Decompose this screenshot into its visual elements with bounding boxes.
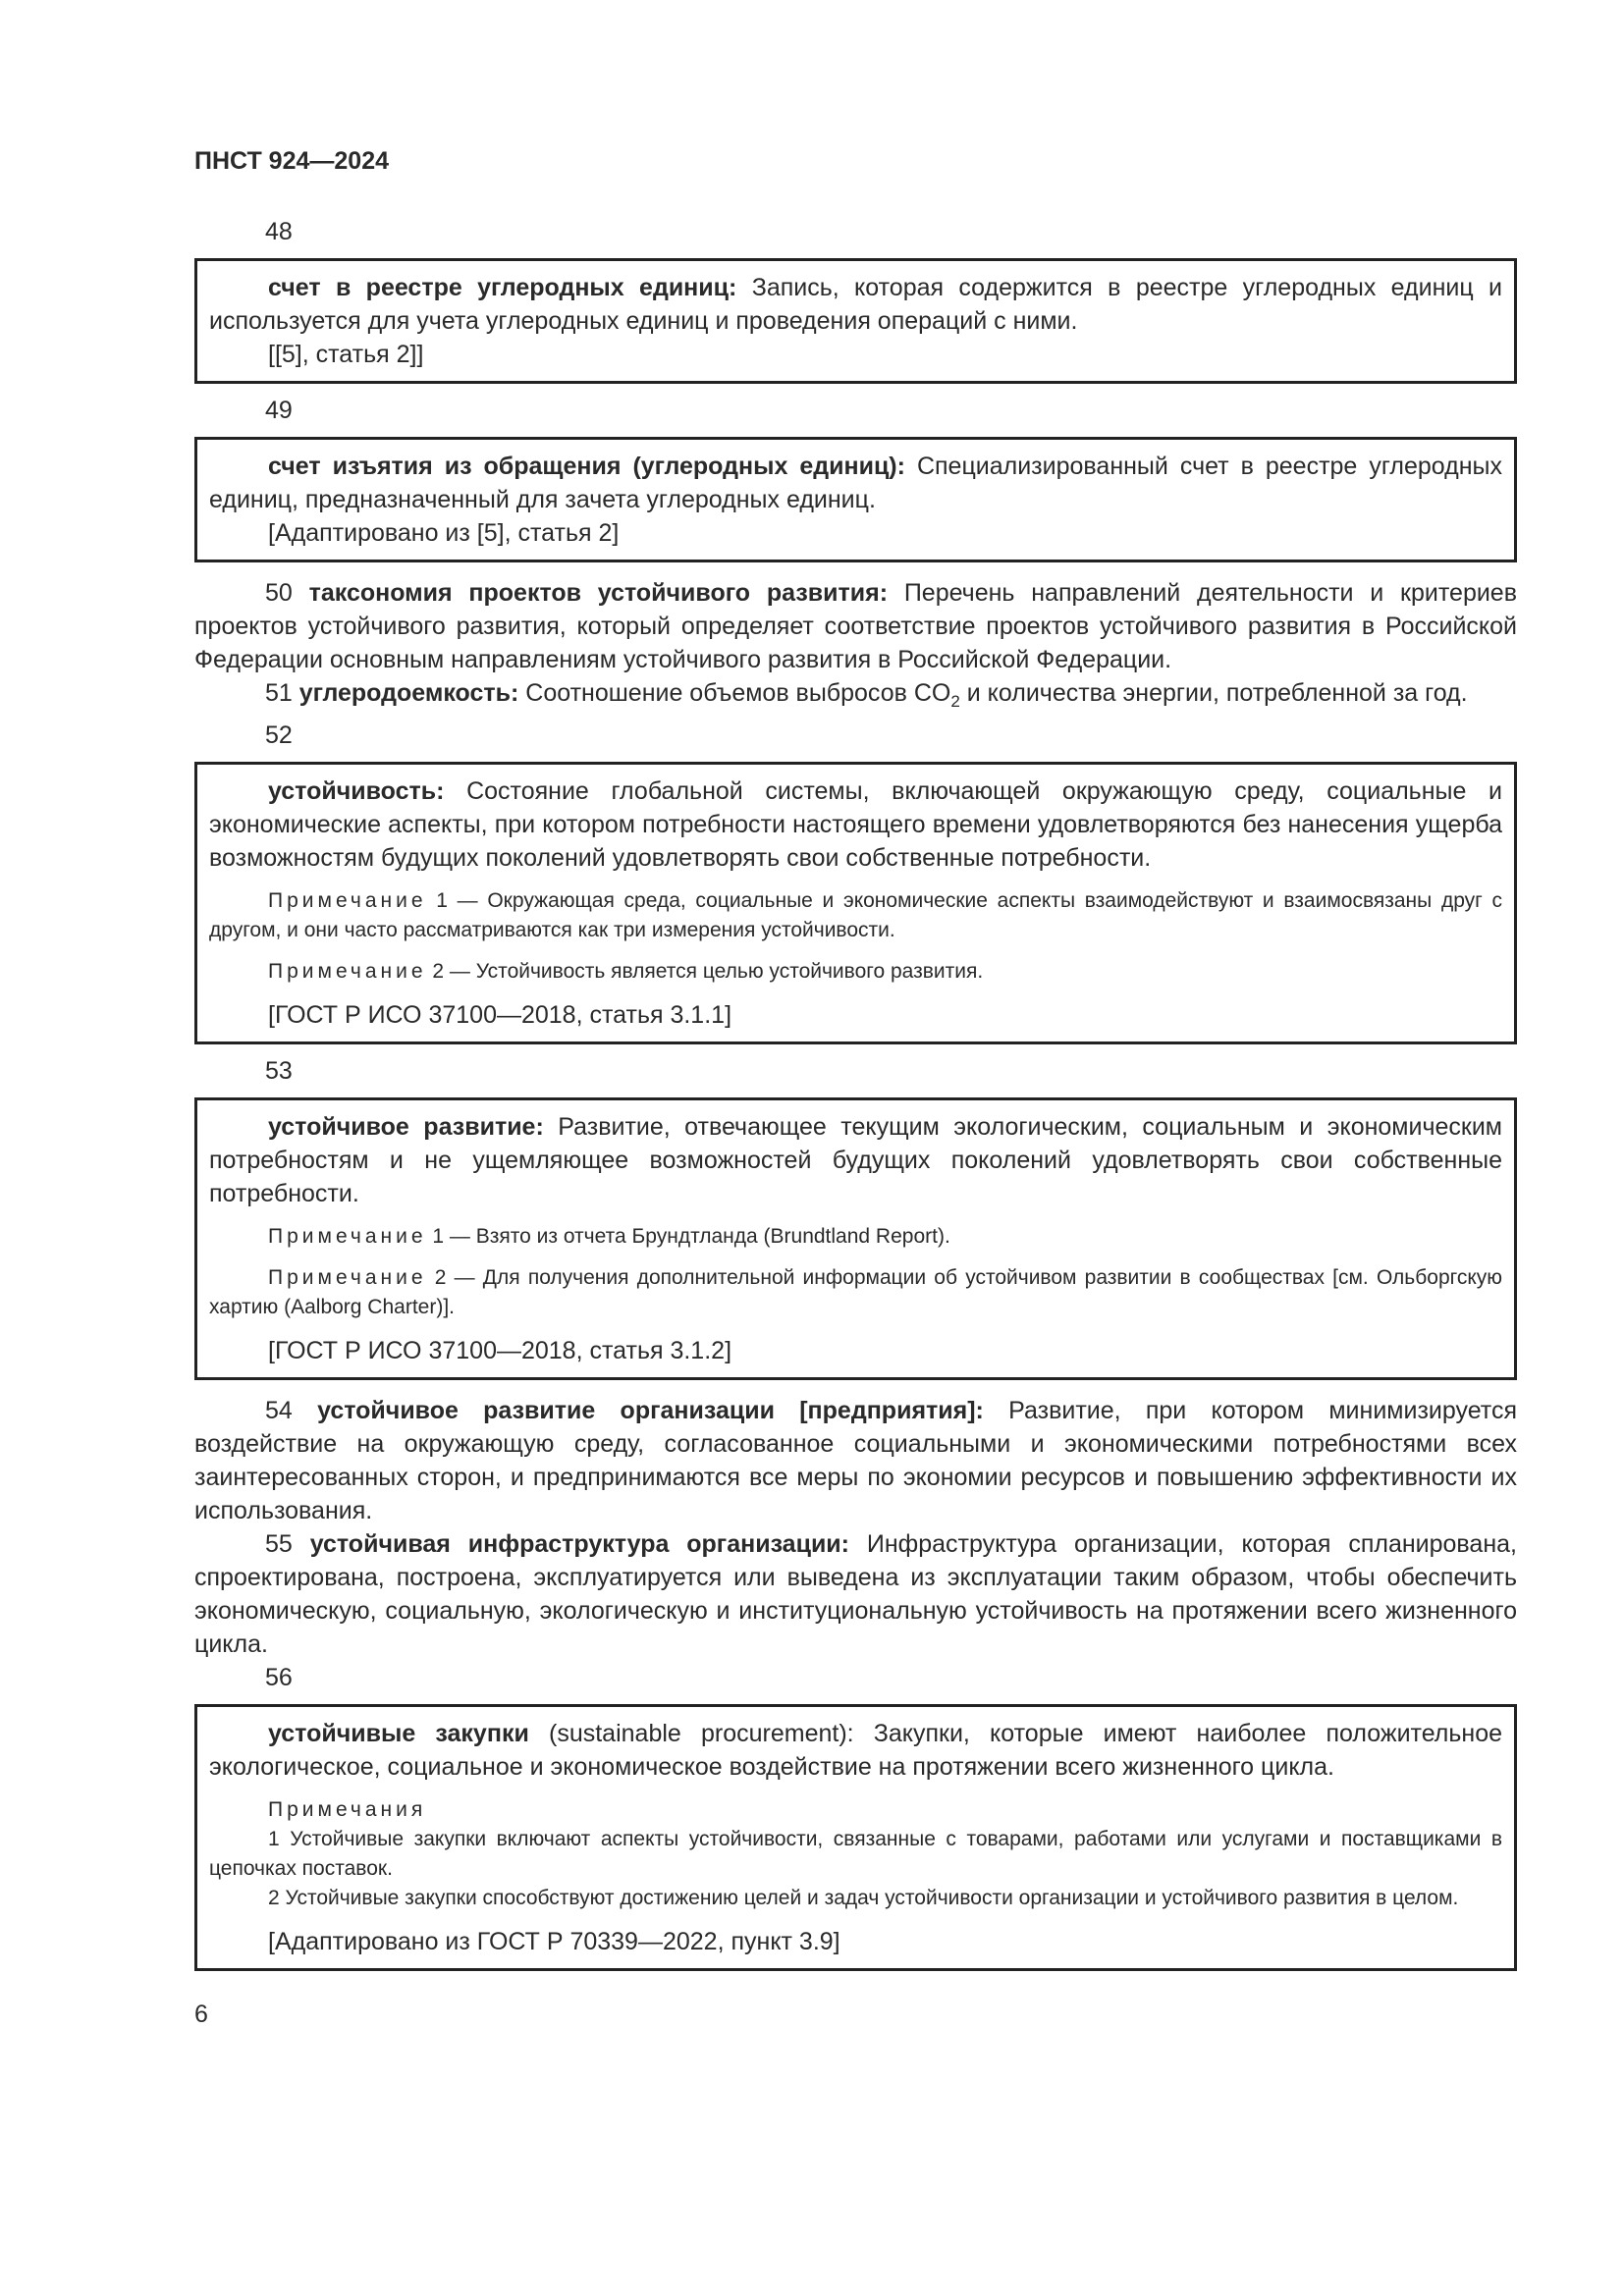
term: счет в реестре углеродных единиц: (268, 274, 737, 301)
notes-label: Примечания (268, 1798, 427, 1821)
page-number: 6 (194, 2001, 208, 2028)
term: устойчивость: (268, 777, 445, 805)
term-54 (194, 1394, 1517, 1527)
document-header: ПНСТ 924—2024 (194, 147, 389, 175)
term: устойчивое развитие организации [предприятия]: (317, 1397, 984, 1424)
definition: Перечень направлений деятельности и критериев проектов устойчивого развития, который определяет соответствие проектов устойчивого развития в Российской Федерации основным направлениям устойчивого развития в Российской Федерации. (194, 579, 1517, 673)
term-box-48 (194, 258, 1517, 384)
source: [[5], статья 2]] (268, 341, 424, 368)
note-2: 2 Устойчивые закупки способствуют достижению целей и задач устойчивости организации и устойчивого развития в целом. (268, 1887, 1459, 1909)
term: счет изъятия из обращения (углеродных единиц): (268, 453, 905, 480)
entry-number: 55 (265, 1530, 293, 1558)
source: [ГОСТ Р ИСО 37100—2018, статья 3.1.1] (268, 1001, 732, 1029)
term-51 (194, 676, 1517, 719)
term: таксономия проектов устойчивого развития: (308, 579, 889, 607)
entry-number: 48 (265, 218, 293, 245)
term: устойчивое развитие: (268, 1113, 544, 1141)
subscript: 2 (950, 692, 960, 711)
entry-number: 49 (265, 397, 293, 424)
definition: Запись, которая содержится в реестре углеродных единиц и используется для учета углеродных единиц и проведения операций с ними. (209, 274, 1503, 335)
term: углеродоемкость: (298, 679, 519, 707)
term-box-56 (194, 1704, 1517, 1971)
note-2: Примечание 2 — Для получения дополнительной информации об устойчивом развитии в сообществах [см. Ольборгскую хартию (Aalborg Charter)]. (209, 1266, 1502, 1318)
term-50 (194, 576, 1517, 676)
term-box-52 (194, 762, 1517, 1044)
entry-number: 50 (265, 579, 293, 607)
note-1: Примечание 1 — Окружающая среда, социальные и экономические аспекты взаимодействуют и взаимосвязаны друг с другом, и они часто рассматриваются как три измерения устойчивости. (209, 889, 1502, 941)
entry-number: 54 (265, 1397, 293, 1424)
term-55 (194, 1527, 1517, 1661)
document-page (194, 147, 1517, 2029)
term: устойчивая инфраструктура организации: (309, 1530, 850, 1558)
definition: Соотношение объемов выбросов CO (518, 679, 951, 707)
source: [Адаптировано из ГОСТ Р 70339—2022, пункт 3.9] (268, 1928, 840, 1955)
entry-number: 56 (265, 1664, 293, 1691)
definition: Состояние глобальной системы, включающей окружающую среду, социальные и экономические аспекты, при котором потребности настоящего времени удовлетворяются без нанесения ущерба возможностям будущих поколений удовлетворять свои собственные потребности. (209, 777, 1502, 872)
entry-number: 53 (265, 1057, 293, 1085)
term-box-49 (194, 437, 1517, 562)
definition: Специализированный счет в реестре углеродных единиц, предназначенный для зачета углеродных единиц. (209, 453, 1502, 513)
definition: Развитие, отвечающее текущим экологическим, социальным и экономическим потребностям и не ущемляющее возможностей будущих поколений удовлетворять свои собственные потребности. (209, 1113, 1502, 1207)
note-1: 1 Устойчивые закупки включают аспекты устойчивости, связанные с товарами, работами или услугами и поставщиками в цепочках поставок. (209, 1828, 1502, 1880)
definition: Развитие, при котором минимизируется воздействие на окружающую среду, согласованное социальными и экономическими потребностями всех заинтересованных сторон, и предпринимаются все меры по экономии ресурсов и повышению эффективности их использования. (194, 1397, 1517, 1524)
entry-number: 51 (265, 679, 293, 707)
source: [ГОСТ Р ИСО 37100—2018, статья 3.1.2] (268, 1337, 732, 1364)
note-2: Примечание 2 — Устойчивость является целью устойчивого развития. (268, 960, 984, 983)
term: устойчивые закупки (268, 1720, 529, 1747)
entry-number: 52 (265, 721, 293, 749)
note-1: Примечание 1 — Взято из отчета Брундтланда (Brundtland Report). (268, 1225, 950, 1248)
definition: (sustainable procurement): Закупки, которые имеют наиболее положительное экологическое, социальное и экономическое воздействие на протяжении всего жизненного цикла. (209, 1720, 1503, 1781)
definition-cont: и количества энергии, потребленной за год. (959, 679, 1468, 707)
source: [Адаптировано из [5], статья 2] (268, 519, 620, 547)
definition: Инфраструктура организации, которая спланирована, спроектирована, построена, эксплуатируется или выведена из эксплуатации таким образом, чтобы обеспечить экономическую, социальную, экологическую и институциональную устойчивость на протяжении всего жизненного цикла. (194, 1530, 1517, 1658)
term-box-53 (194, 1097, 1517, 1380)
